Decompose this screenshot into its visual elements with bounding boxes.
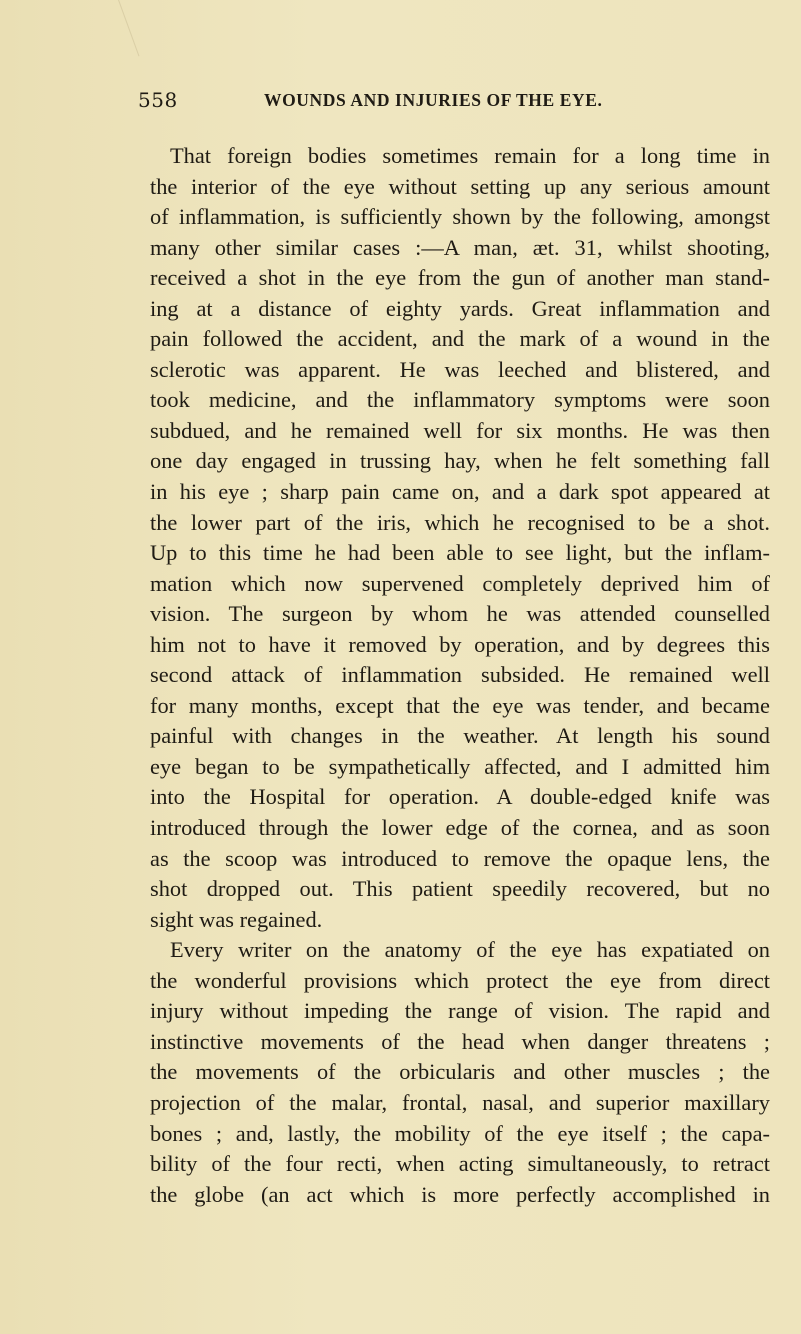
text-line: vision. The surgeon by whom he was attended counselled	[150, 601, 770, 627]
paper-crease	[118, 0, 139, 56]
text-line: the wonderful provisions which protect the eye from direct	[150, 967, 770, 993]
text-line: Up to this time he had been able to see light, but the inflam-	[150, 540, 770, 566]
text-line: in his eye ; sharp pain came on, and a dark spot appeared at	[150, 479, 770, 505]
text-line: painful with changes in the weather. At length his sound	[150, 723, 770, 749]
text-line: him not to have it removed by operation, and by degrees this	[150, 631, 770, 657]
text-line: second attack of inflammation subsided. He remained well	[150, 662, 770, 688]
text-line: many other similar cases :—A man, æt. 31, whilst shooting,	[150, 234, 770, 260]
text-line: eye began to be sympathetically affected, and I admitted him	[150, 753, 770, 779]
text-line: the globe (an act which is more perfectly accomplished in	[150, 1181, 770, 1207]
text-line: injury without impeding the range of vision. The rapid and	[150, 998, 770, 1024]
text-line: of inflammation, is sufficiently shown by the following, amongst	[150, 204, 770, 230]
running-head	[138, 88, 778, 116]
header-title: WOUNDS AND INJURIES OF THE EYE.	[264, 90, 603, 110]
body-text	[150, 141, 770, 1210]
text-line: into the Hospital for operation. A double-edged knife was	[150, 784, 770, 810]
text-line: instinctive movements of the head when danger threatens ;	[150, 1028, 770, 1054]
text-line: pain followed the accident, and the mark of a wound in the	[150, 326, 770, 352]
text-line: bility of the four recti, when acting simultaneously, to retract	[150, 1151, 770, 1177]
text-line: the movements of the orbicularis and other muscles ; the	[150, 1059, 770, 1085]
text-line: received a shot in the eye from the gun of another man stand-	[150, 265, 770, 291]
text-line: as the scoop was introduced to remove the opaque lens, the	[150, 845, 770, 871]
text-line: for many months, except that the eye was tender, and became	[150, 692, 770, 718]
text-line: took medicine, and the inflammatory symptoms were soon	[150, 387, 770, 413]
text-line: ing at a distance of eighty yards. Great inflammation and	[150, 295, 770, 321]
text-line: sclerotic was apparent. He was leeched and blistered, and	[150, 356, 770, 382]
page-number: 558	[138, 88, 178, 112]
text-line: projection of the malar, frontal, nasal, and superior maxillary	[150, 1089, 770, 1115]
text-line: sight was regained.	[150, 906, 323, 932]
text-line: That foreign bodies sometimes remain for a long time in	[170, 143, 770, 168]
text-line: shot dropped out. This patient speedily recovered, but no	[150, 876, 770, 902]
text-line: one day engaged in trussing hay, when he felt something fall	[150, 448, 770, 474]
text-line: the lower part of the iris, which he recognised to be a shot.	[150, 509, 770, 535]
text-line: introduced through the lower edge of the cornea, and as soon	[150, 815, 770, 841]
text-line: subdued, and he remained well for six months. He was then	[150, 417, 770, 443]
text-line: bones ; and, lastly, the mobility of the eye itself ; the capa-	[150, 1120, 770, 1146]
text-line: the interior of the eye without setting up any serious amount	[150, 173, 770, 199]
text-line: mation which now supervened completely deprived him of	[150, 570, 770, 596]
text-line: Every writer on the anatomy of the eye has expatiated on	[170, 937, 770, 963]
